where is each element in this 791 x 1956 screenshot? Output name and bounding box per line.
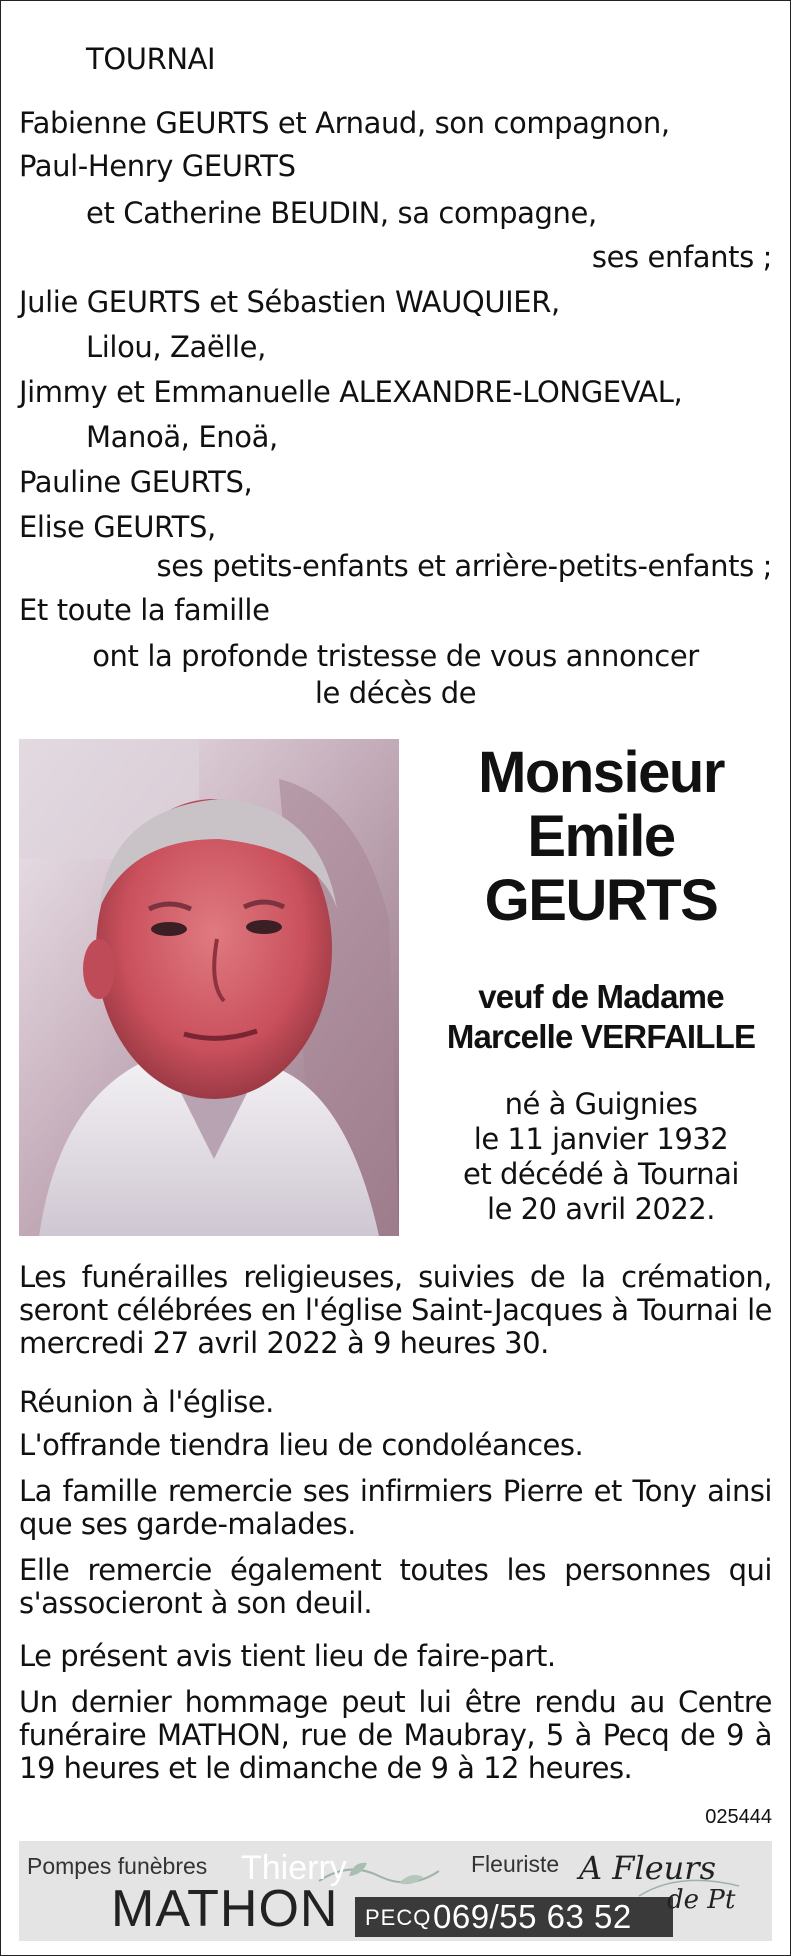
- birth-place: né à Guignies: [504, 1087, 698, 1121]
- deceased-last-name: GEURTS: [484, 868, 718, 933]
- family-line: Elise GEURTS,: [19, 510, 216, 544]
- florist-name-line3: t: [725, 1885, 736, 1915]
- deceased-name-block: [431, 741, 771, 933]
- family-line: Et toute la famille: [19, 593, 270, 627]
- announcement: ont la profonde tristesse de vous annoncer: [92, 639, 699, 673]
- phone-number: 069/55 63 52: [433, 1898, 632, 1935]
- mathon-logo: MATHON: [111, 1880, 339, 1938]
- offering-paragraph: L'offrande tiendra lieu de condoléances.: [19, 1428, 584, 1462]
- role-children: ses enfants ;: [591, 240, 772, 274]
- tribute-paragraph: Un dernier hommage peut lui être rendu au Centre funéraire MATHON, rue de Maubray, 5 à Pecq de 9 à 19 heures et le dimanche de 9 à 12 heures.: [19, 1685, 772, 1785]
- thanks-all-paragraph: Elle remercie également toutes les personnes qui s'associeront à son deuil.: [19, 1553, 772, 1620]
- florist-name-line2: de P: [667, 1885, 725, 1915]
- family-line: Jimmy et Emmanuelle ALEXANDRE-LONGEVAL,: [19, 375, 683, 409]
- announcement: le décès de: [314, 676, 477, 710]
- family-line: Paul-Henry GEURTS: [19, 149, 296, 183]
- dates-block: [431, 1087, 771, 1227]
- fleuriste-label: Fleuriste: [471, 1851, 560, 1877]
- family-line: Pauline GEURTS,: [19, 465, 253, 499]
- birth-date: le 11 janvier 1932: [473, 1122, 729, 1156]
- family-line: Julie GEURTS et Sébastien WAUQUIER,: [19, 285, 560, 319]
- funeral-home-banner: [19, 1841, 772, 1941]
- deceased-title: Monsieur: [478, 740, 724, 805]
- death-place: et décédé à Tournai: [463, 1157, 739, 1191]
- city-heading: TOURNAI: [86, 42, 216, 76]
- pecq-label: PECQ: [365, 1905, 432, 1930]
- pompes-label: Pompes funèbres: [27, 1853, 208, 1879]
- widow-line: Marcelle VERFAILLE: [446, 1018, 756, 1055]
- family-line: Fabienne GEURTS et Arnaud, son compagnon,: [19, 106, 670, 140]
- thanks-paragraph: La famille remercie ses infirmiers Pierre et Tony ainsi que ses garde-malades.: [19, 1474, 772, 1541]
- death-date: le 20 avril 2022.: [487, 1192, 715, 1226]
- family-line: Manoä, Enoä,: [86, 420, 278, 454]
- thierry-label: Thierry: [241, 1849, 347, 1887]
- role-grandchildren: ses petits-enfants et arrière-petits-enfants ;: [156, 549, 772, 583]
- florist-name-line1: A Fleurs: [579, 1849, 716, 1887]
- portrait-photo: [19, 739, 399, 1236]
- notice-paragraph: Le présent avis tient lieu de faire-part.: [19, 1639, 556, 1673]
- portrait-illustration: [19, 739, 399, 1236]
- family-line: Lilou, Zaëlle,: [86, 330, 266, 364]
- widow-line: veuf de Madame: [478, 978, 724, 1015]
- meeting-paragraph: Réunion à l'église.: [19, 1385, 274, 1419]
- funeral-paragraph: Les funérailles religieuses, suivies de la crémation, seront célébrées en l'église Saint-Jacques à Tournai le mercredi 27 avril 2022 à 9 heures 30.: [19, 1260, 772, 1360]
- reference-number: 025444: [705, 1806, 772, 1828]
- family-line: et Catherine BEUDIN, sa compagne,: [86, 196, 597, 230]
- widow-block: [431, 977, 771, 1057]
- deceased-first-name: Emile: [527, 804, 675, 869]
- phone-box: [355, 1897, 673, 1937]
